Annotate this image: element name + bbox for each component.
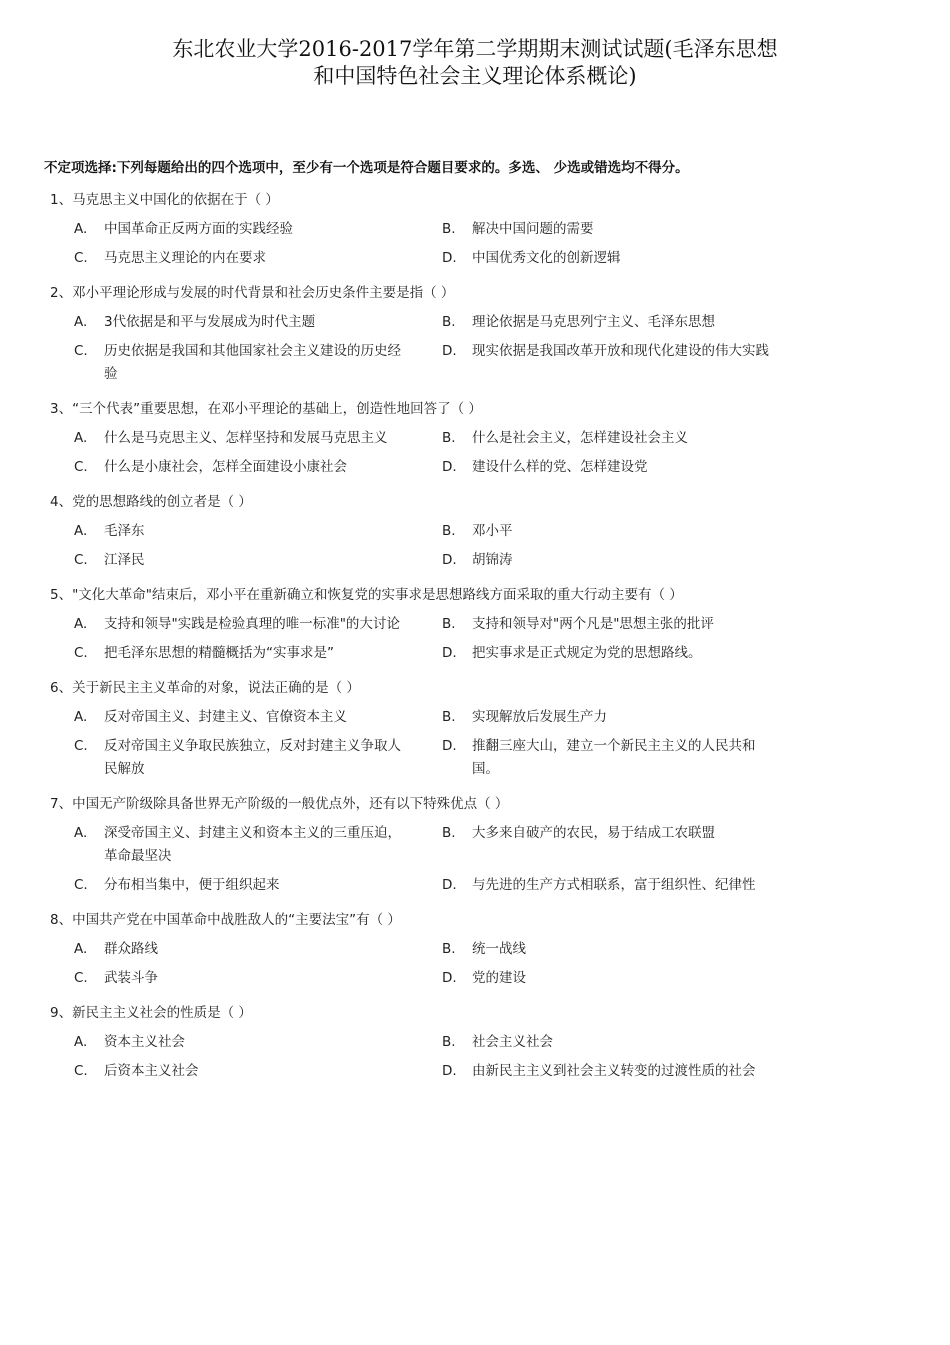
option-text: 社会主义社会 [472, 1034, 553, 1050]
option-text: 分布相当集中，便于组织起来 [104, 877, 280, 893]
option-d [442, 247, 802, 270]
option-letter: B. [442, 1034, 456, 1050]
option-letter: C. [74, 552, 88, 568]
option-letter: C. [74, 645, 88, 661]
option-text: 由新民主主义到社会主义转变的过渡性质的社会 [472, 1063, 756, 1079]
option-letter: A. [74, 616, 88, 632]
option-d [442, 642, 802, 665]
option-d [442, 1060, 802, 1083]
option-letter: A. [74, 825, 88, 841]
option-text: 中国革命正反两方面的实践经验 [104, 221, 293, 237]
option-text: 马克思主义理论的内在要求 [104, 250, 266, 266]
option-text: 大多来自破产的农民，易于结成工农联盟 [472, 825, 715, 841]
option-b [442, 520, 802, 543]
option-c [74, 549, 442, 572]
option-text: 现实依据是我国改革开放和现代化建设的伟大实践 [472, 343, 769, 359]
option-letter: A. [74, 1034, 88, 1050]
option-text: 资本主义社会 [104, 1034, 185, 1050]
title-line-2: 和中国特色社会主义理论体系概论) [313, 64, 637, 88]
option-text: 什么是社会主义，怎样建设社会主义 [472, 430, 688, 446]
option-text: 邓小平 [472, 523, 513, 539]
option-text: 与先进的生产方式相联系，富于组织性、纪律性 [472, 877, 756, 893]
option-b [442, 938, 802, 961]
option-letter: B. [442, 941, 456, 957]
option-letter: B. [442, 430, 456, 446]
option-c [74, 456, 442, 479]
title-line-1: 东北农业大学2016-2017学年第二学期期末测试试题(毛泽东思想 [172, 37, 778, 61]
question-6 [50, 678, 810, 781]
option-text: 统一战线 [472, 941, 526, 957]
option-letter: D. [442, 645, 457, 661]
option-letter: D. [442, 552, 457, 568]
option-letter: B. [442, 709, 456, 725]
option-text: 推翻三座大山，建立一个新民主主义的人民共和国。 [472, 738, 756, 777]
option-text: 群众路线 [104, 941, 158, 957]
option-c [74, 735, 442, 781]
option-text: 历史依据是我国和其他国家社会主义建设的历史经验 [104, 343, 401, 382]
options-grid [50, 427, 810, 479]
option-text: 建设什么样的党、怎样建设党 [472, 459, 648, 475]
option-text: 3代依据是和平与发展成为时代主题 [104, 314, 316, 330]
option-text: 毛泽东 [104, 523, 145, 539]
option-text: 把毛泽东思想的精髓概括为“实事求是” [104, 645, 334, 661]
option-letter: B. [442, 616, 456, 632]
option-letter: B. [442, 825, 456, 841]
option-text: 深受帝国主义、封建主义和资本主义的三重压迫，革命最坚决 [104, 825, 401, 864]
option-b [442, 613, 802, 636]
option-text: 实现解放后发展生产力 [472, 709, 607, 725]
option-letter: D. [442, 970, 457, 986]
option-c [74, 340, 442, 386]
option-text: 理论依据是马克思列宁主义、毛泽东思想 [472, 314, 715, 330]
options-grid [50, 218, 810, 270]
option-letter: A. [74, 430, 88, 446]
option-a [74, 520, 442, 543]
option-text: 什么是小康社会，怎样全面建设小康社会 [104, 459, 347, 475]
option-letter: C. [74, 1063, 88, 1079]
option-c [74, 874, 442, 897]
question-5 [50, 585, 810, 665]
option-letter: D. [442, 1063, 457, 1079]
question-stem: 4、党的思想路线的创立者是（ ） [50, 494, 252, 510]
option-letter: B. [442, 523, 456, 539]
option-a [74, 822, 442, 868]
option-letter: A. [74, 314, 88, 330]
question-stem: 9、新民主主义社会的性质是（ ） [50, 1005, 252, 1021]
option-text: 后资本主义社会 [104, 1063, 199, 1079]
option-letter: C. [74, 738, 88, 754]
option-text: 什么是马克思主义、怎样坚持和发展马克思主义 [104, 430, 388, 446]
option-text: 支持和领导对"两个凡是"思想主张的批评 [472, 616, 714, 632]
option-a [74, 706, 442, 729]
exam-title [0, 36, 950, 90]
option-d [442, 340, 802, 386]
option-text: 江泽民 [104, 552, 145, 568]
option-a [74, 938, 442, 961]
options-grid [50, 613, 810, 665]
option-d [442, 549, 802, 572]
option-text: 党的建设 [472, 970, 526, 986]
option-a [74, 613, 442, 636]
options-grid [50, 311, 810, 386]
options-grid [50, 706, 810, 781]
option-letter: B. [442, 221, 456, 237]
option-d [442, 874, 802, 897]
option-d [442, 735, 802, 781]
option-text: 中国优秀文化的创新逻辑 [472, 250, 621, 266]
option-c [74, 967, 442, 990]
instruction-text: 不定项选择:下列每题给出的四个选项中，至少有一个选项是符合题目要求的。多选、 少选或错选均不得分。 [44, 160, 689, 176]
options-grid [50, 1031, 810, 1083]
option-text: 支持和领导"实践是检验真理的唯一标准"的大讨论 [104, 616, 400, 632]
question-8 [50, 910, 810, 990]
option-letter: D. [442, 459, 457, 475]
option-letter: C. [74, 877, 88, 893]
option-letter: B. [442, 314, 456, 330]
options-grid [50, 938, 810, 990]
option-a [74, 427, 442, 450]
question-9 [50, 1003, 810, 1083]
option-letter: D. [442, 250, 457, 266]
question-1 [50, 190, 810, 270]
option-b [442, 218, 802, 241]
question-list [50, 190, 810, 1096]
question-stem: 2、邓小平理论形成与发展的时代背景和社会历史条件主要是指（ ） [50, 285, 455, 301]
option-b [442, 822, 802, 868]
question-stem: 6、关于新民主主义革命的对象，说法正确的是（ ） [50, 680, 360, 696]
option-text: 反对帝国主义争取民族独立，反对封建主义争取人民解放 [104, 738, 401, 777]
question-7 [50, 794, 810, 897]
option-letter: C. [74, 459, 88, 475]
question-2 [50, 283, 810, 386]
option-letter: A. [74, 523, 88, 539]
option-text: 胡锦涛 [472, 552, 513, 568]
option-letter: C. [74, 970, 88, 986]
question-stem: 1、马克思主义中国化的依据在于（ ） [50, 192, 279, 208]
option-c [74, 642, 442, 665]
question-3 [50, 399, 810, 479]
option-text: 武装斗争 [104, 970, 158, 986]
options-grid [50, 822, 810, 897]
option-b [442, 1031, 802, 1054]
option-d [442, 456, 802, 479]
question-stem: 8、中国共产党在中国革命中战胜敌人的“主要法宝”有（ ） [50, 912, 401, 928]
option-text: 解决中国问题的需要 [472, 221, 594, 237]
option-letter: C. [74, 250, 88, 266]
option-letter: D. [442, 877, 457, 893]
option-a [74, 218, 442, 241]
option-c [74, 1060, 442, 1083]
option-b [442, 706, 802, 729]
option-b [442, 427, 802, 450]
option-a [74, 311, 442, 334]
option-letter: A. [74, 941, 88, 957]
question-4 [50, 492, 810, 572]
option-text: 反对帝国主义、封建主义、官僚资本主义 [104, 709, 347, 725]
option-letter: D. [442, 738, 457, 754]
option-d [442, 967, 802, 990]
question-stem: 3、“三个代表”重要思想，在邓小平理论的基础上，创造性地回答了（ ） [50, 401, 482, 417]
option-letter: D. [442, 343, 457, 359]
option-a [74, 1031, 442, 1054]
question-stem: 5、"文化大革命"结束后，邓小平在重新确立和恢复党的实事求是思想路线方面采取的重大行动主要有（ ） [50, 587, 683, 603]
option-letter: A. [74, 709, 88, 725]
option-letter: C. [74, 343, 88, 359]
option-c [74, 247, 442, 270]
option-text: 把实事求是正式规定为党的思想路线。 [472, 645, 702, 661]
option-b [442, 311, 802, 334]
options-grid [50, 520, 810, 572]
option-letter: A. [74, 221, 88, 237]
question-stem: 7、中国无产阶级除具备世界无产阶级的一般优点外，还有以下特殊优点（ ） [50, 796, 509, 812]
